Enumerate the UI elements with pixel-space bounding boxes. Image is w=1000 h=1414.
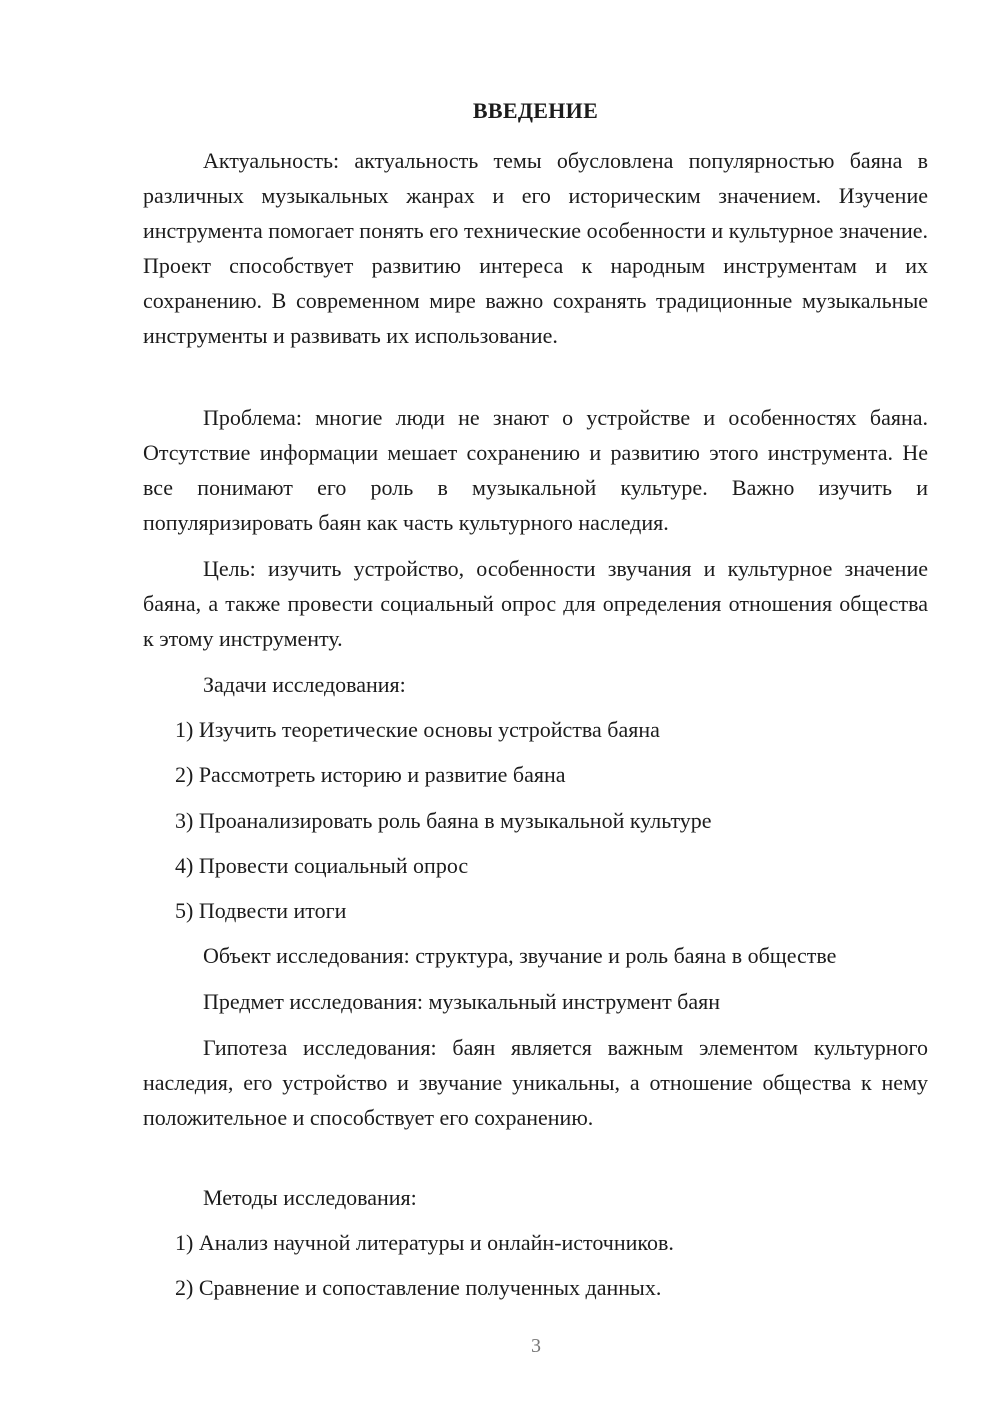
task-item: 5) Подвести итоги	[175, 898, 347, 923]
task-item: 4) Провести социальный опрос	[175, 853, 469, 878]
page-number: 3	[531, 1335, 541, 1357]
problem-paragraph: Проблема: многие люди не знают о устройстве и особенностях баяна. Отсутствие информации мешает сохранению и развитию этого инструмента. Не все понимают его роль в музыкальной культуре. Важно изучить и популяризировать баян как часть культурного наследия.	[143, 405, 928, 535]
goal-paragraph: Цель: изучить устройство, особенности звучания и культурное значение баяна, а также провести социальный опрос для определения отношения общества к этому инструменту.	[143, 556, 928, 651]
method-item: 2) Сравнение и сопоставление полученных данных.	[175, 1275, 662, 1300]
page-title: ВВЕДЕНИЕ	[472, 98, 599, 123]
task-item: 3) Проанализировать роль баяна в музыкальной культуре	[175, 808, 712, 833]
research-subject: Предмет исследования: музыкальный инструмент баян	[203, 989, 721, 1014]
hypothesis-paragraph: Гипотеза исследования: баян является важным элементом культурного наследия, его устройство и звучание уникальны, а отношение общества к нему положительное и способствует его сохранению.	[143, 1035, 928, 1130]
methods-heading: Методы исследования:	[203, 1185, 417, 1210]
research-object: Объект исследования: структура, звучание и роль баяна в обществе	[203, 943, 837, 968]
task-item: 1) Изучить теоретические основы устройства баяна	[175, 717, 660, 742]
relevance-paragraph: Актуальность: актуальность темы обусловлена популярностью баяна в различных музыкальных жанрах и его историческим значением. Изучение инструмента помогает понять его технические особенности и культурное значение. Проект способствует развитию интереса к народным инструментам и их сохранению. В современном мире важно сохранять традиционные музыкальные инструменты и развивать их использование.	[143, 148, 928, 348]
task-item: 2) Рассмотреть историю и развитие баяна	[175, 762, 566, 787]
tasks-heading: Задачи исследования:	[203, 672, 406, 697]
method-item: 1) Анализ научной литературы и онлайн-источников.	[175, 1230, 674, 1255]
